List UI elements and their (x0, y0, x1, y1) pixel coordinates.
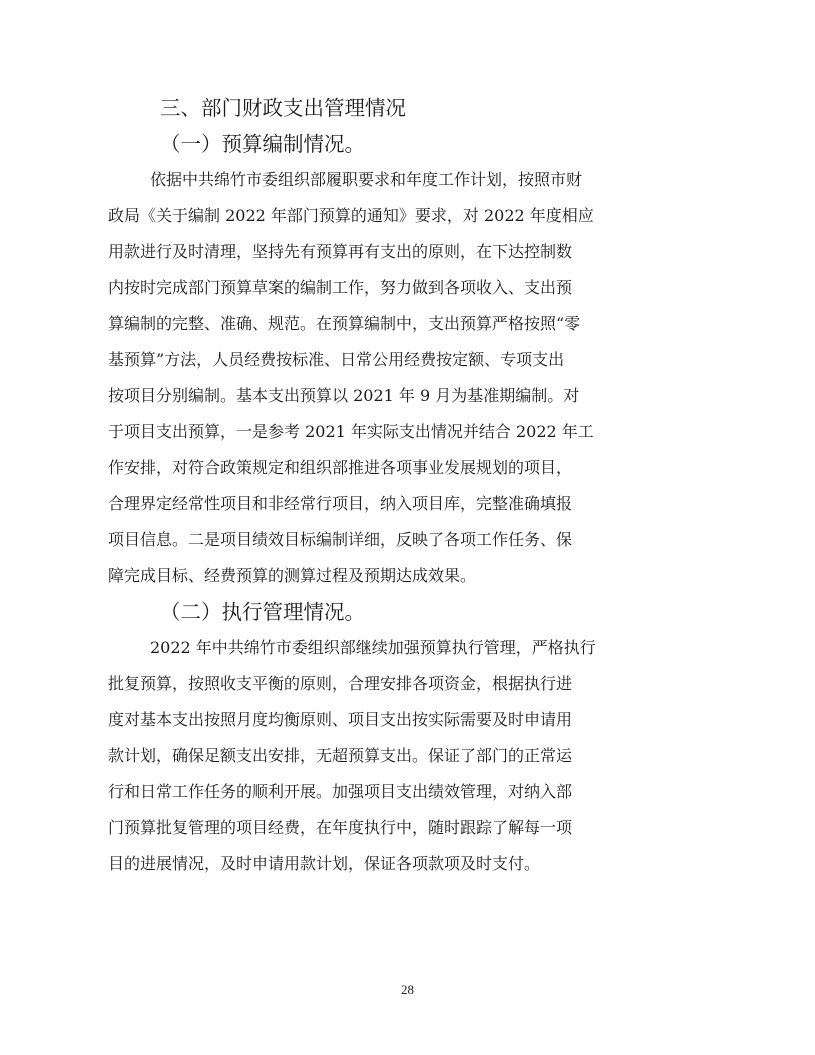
page-number: 28 (401, 982, 414, 997)
subsection-budget-preparation-title: （一）预算编制情况。 (160, 132, 365, 156)
paragraph-line: 按项目分别编制。基本支出预算以 2021 年 9 月为基准期编制。对 (108, 386, 580, 405)
paragraph-line: 合理界定经常性项目和非经常行项目，纳入项目库，完整准确填报 (108, 494, 573, 513)
paragraph-line: 目的进展情况，及时申请用款计划，保证各项款项及时支付。 (108, 854, 541, 873)
paragraph-line: 政局《关于编制 2022 年部门预算的通知》要求，对 2022 年度相应 (108, 206, 594, 225)
page-content (108, 90, 708, 882)
paragraph-line: 行和日常工作任务的顺利开展。加强项目支出绩效管理，对纳入部 (108, 782, 573, 801)
paragraph-line: 项目信息。二是项目绩效目标编制详细，反映了各项工作任务、保 (108, 530, 573, 549)
paragraph-line: 算编制的完整、准确、规范。在预算编制中，支出预算严格按照“零 (108, 314, 581, 333)
paragraph-line: 基预算”方法，人员经费按标准、日常公用经费按定额、专项支出 (108, 350, 565, 369)
paragraph-line: 内按时完成部门预算草案的编制工作，努力做到各项收入、支出预 (108, 278, 573, 297)
section-title: 三、部门财政支出管理情况 (160, 96, 406, 120)
paragraph-line: 障完成目标、经费预算的测算过程及预期达成效果。 (108, 566, 477, 585)
paragraph-line: 于项目支出预算，一是参考 2021 年实际支出情况并结合 2022 年工 (108, 422, 594, 441)
paragraph-budget-preparation (108, 162, 708, 594)
paragraph-line: 2022 年中共绵竹市委组织部继续加强预算执行管理，严格执行 (150, 638, 596, 657)
paragraph-line: 依据中共绵竹市委组织部履职要求和年度工作计划，按照市财 (150, 170, 583, 189)
subsection-execution-management-title: （二）执行管理情况。 (160, 600, 365, 624)
paragraph-line: 门预算批复管理的项目经费，在年度执行中，随时跟踪了解每一项 (108, 818, 573, 837)
paragraph-line: 款计划，确保足额支出安排，无超预算支出。保证了部门的正常运 (108, 746, 573, 765)
paragraph-line: 批复预算，按照收支平衡的原则，合理安排各项资金，根据执行进 (108, 674, 573, 693)
paragraph-line: 用款进行及时清理，坚持先有预算再有支出的原则，在下达控制数 (108, 242, 573, 261)
paragraph-line: 度对基本支出按照月度均衡原则、项目支出按实际需要及时申请用 (108, 710, 573, 729)
paragraph-execution-management (108, 630, 708, 882)
paragraph-line: 作安排，对符合政策规定和组织部推进各项事业发展规划的项目， (108, 458, 573, 477)
